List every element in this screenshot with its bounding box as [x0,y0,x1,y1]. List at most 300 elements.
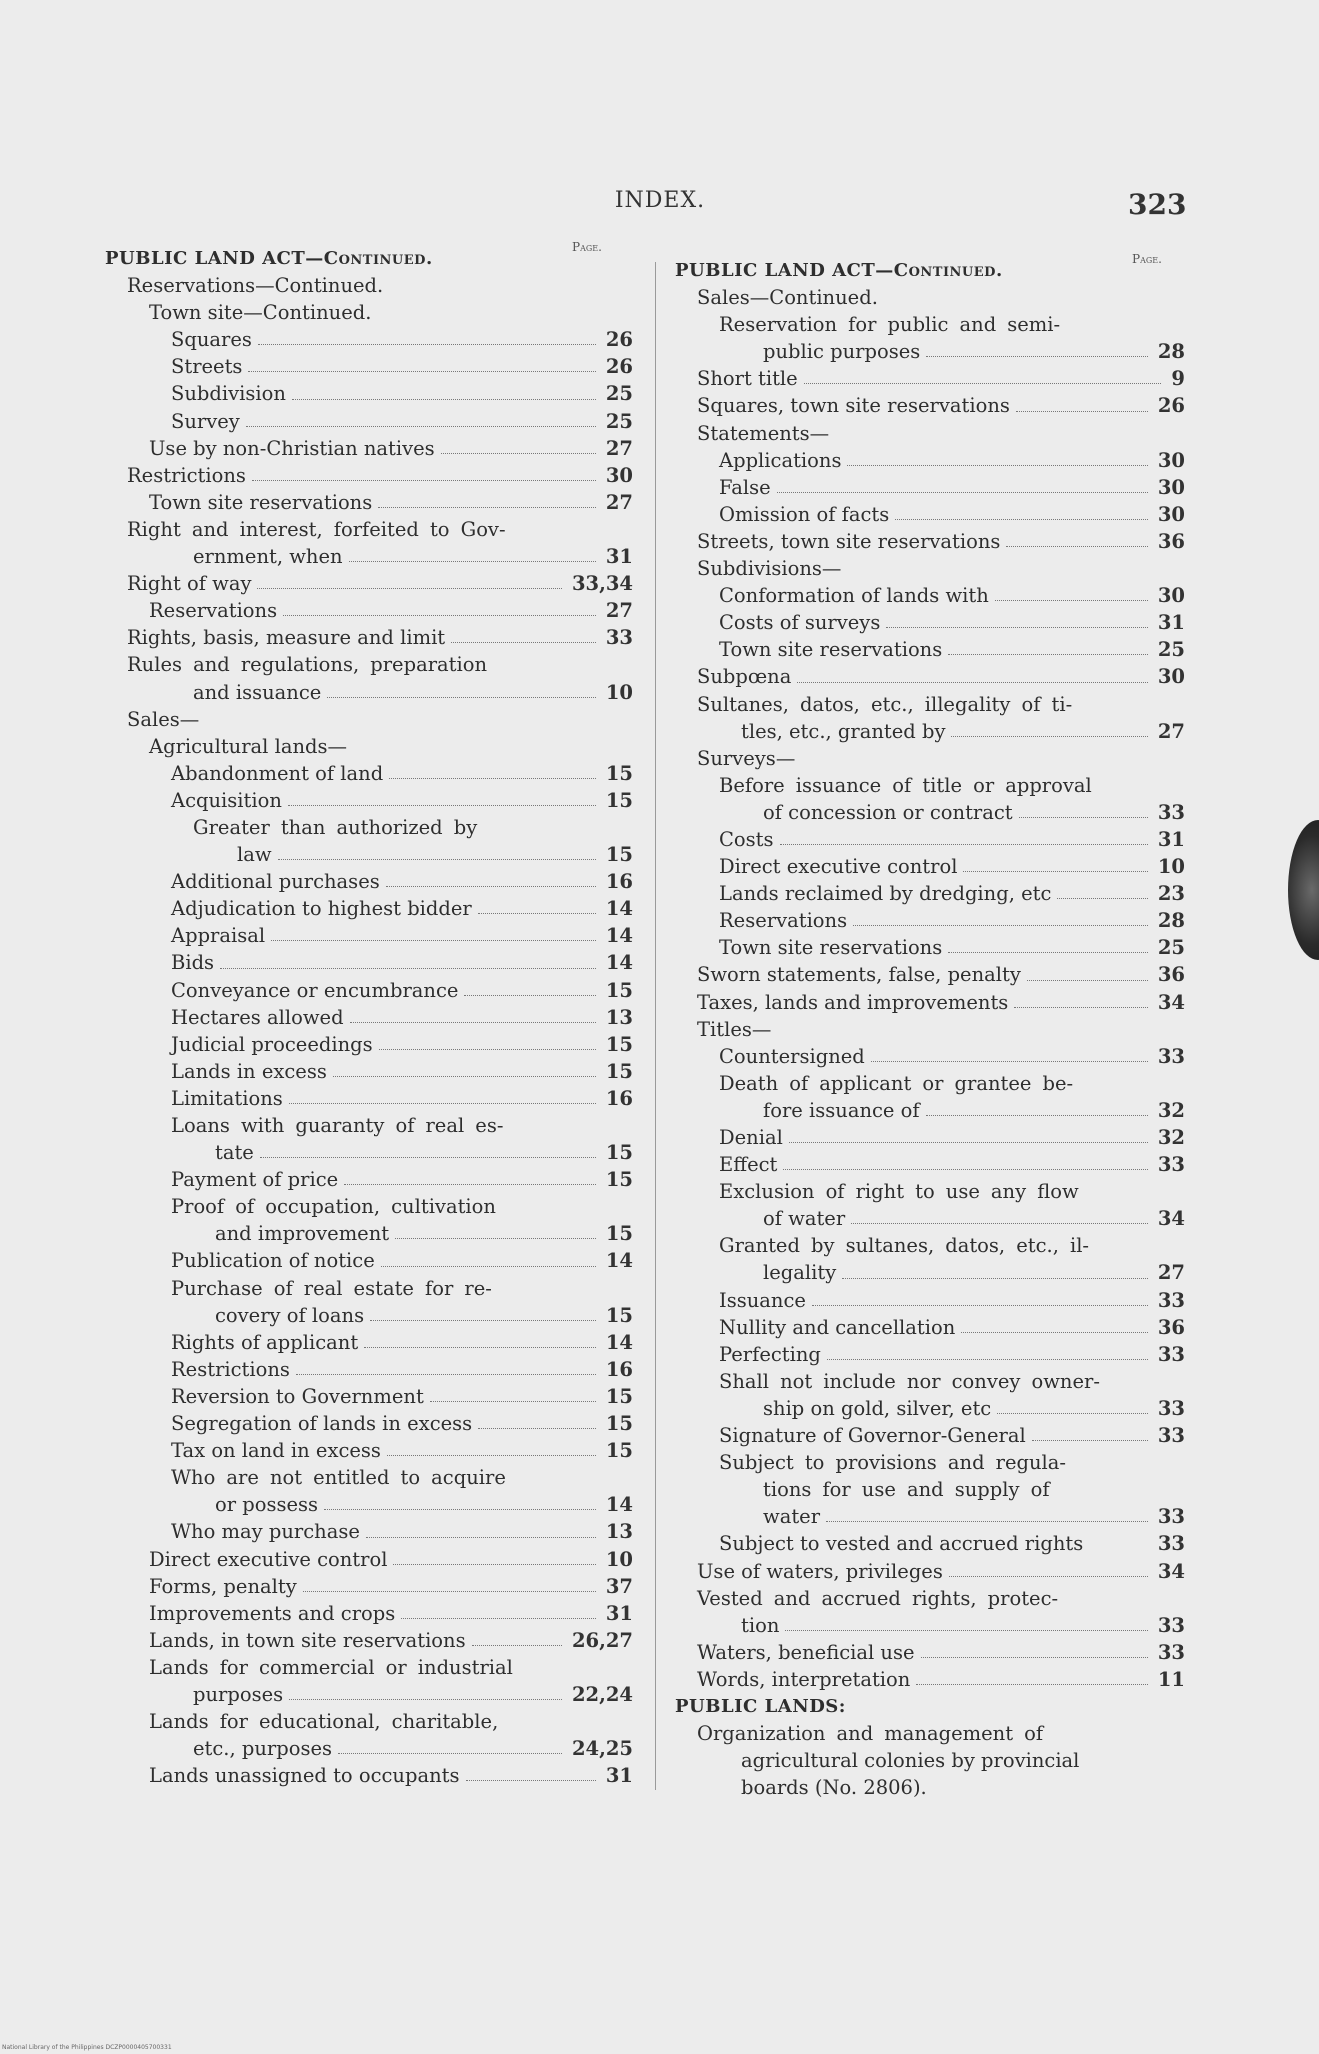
index-entry-text: Nullity and cancellation [719,1315,956,1339]
index-entry-page: 27 [1157,719,1185,743]
index-entry [105,1627,633,1654]
dot-leader [350,1022,596,1023]
index-entry-text: Lands in excess [171,1059,327,1083]
index-entry [105,841,633,868]
index-entry-page: 15 [605,1412,633,1436]
index-entry-page: 10 [605,680,633,704]
dot-leader [333,1076,596,1077]
index-entry-page: 33 [1157,1288,1185,1312]
index-entry-page: 15 [605,1059,633,1083]
index-entry [675,826,1185,853]
index-entry-text: Costs of surveys [719,611,881,635]
index-entry-page: 15 [605,1303,633,1327]
index-entry [675,1043,1185,1070]
index-entry [675,257,1185,284]
index-entry-page: 14 [605,1493,633,1517]
index-entry [675,853,1185,880]
dot-leader [797,682,1148,683]
index-entry-page: 28 [1157,340,1185,364]
index-column-left [105,245,633,1789]
index-entry-text: public purposes [763,340,921,364]
dot-leader [785,1630,1148,1631]
index-entry-page: 13 [605,1520,633,1544]
index-entry-text: Direct executive control [719,855,958,879]
index-entry-page: 15 [605,1222,633,1246]
dot-leader [344,1184,596,1185]
index-entry [675,1449,1185,1476]
index-entry-text: Signature of Governor-General [719,1424,1026,1448]
dot-leader [895,519,1148,520]
index-entry-text: Payment of price [171,1168,339,1192]
index-entry-page: 34 [1157,1559,1185,1583]
index-entry-text: Restrictions [127,463,246,487]
index-entry [105,272,633,299]
dot-leader [1057,898,1148,899]
index-entry [675,1124,1185,1151]
index-entry-text: Reservations—Continued. [127,274,384,298]
binding-clip-shadow [1288,820,1319,960]
index-entry-text: Restrictions [171,1357,290,1381]
dot-leader [395,1238,596,1239]
index-entry-text: Acquisition [171,788,282,812]
index-entry-page: 15 [605,761,633,785]
dot-leader [451,642,596,643]
index-entry-text: Effect [719,1153,778,1177]
index-entry-text: Conveyance or encumbrance [171,978,459,1002]
index-entry-text: Agricultural lands— [149,734,348,758]
index-entry-text: Subject to provisions and regula- [719,1451,1066,1475]
index-entry [675,1368,1185,1395]
index-entry-text: Titles— [697,1017,772,1041]
index-entry-page: 32 [1157,1098,1185,1122]
index-entry [105,977,633,1004]
index-entry-page: 30 [1157,448,1185,472]
dot-leader [271,940,596,941]
dot-leader [826,1521,1148,1522]
dot-leader [1016,411,1148,412]
index-entry [105,624,633,651]
column-divider [655,262,656,1790]
index-entry [675,1774,1185,1801]
index-entry [105,1600,633,1627]
index-entry [105,1410,633,1437]
index-entry [675,1639,1185,1666]
index-entry [675,691,1185,718]
index-entry-page: 13 [605,1005,633,1029]
index-entry [675,501,1185,528]
dot-leader [292,399,596,400]
index-entry-text: PUBLIC LAND ACT—Continued. [675,260,1003,281]
index-entry [105,299,633,326]
dot-leader [260,1157,596,1158]
index-entry [675,338,1185,365]
index-entry-text: Adjudication to highest bidder [171,897,472,921]
index-entry-text: Countersigned [719,1044,865,1068]
dot-leader [349,561,596,562]
index-entry-text: Publication of notice [171,1249,375,1273]
index-entry-page: 26 [605,355,633,379]
index-entry-text: Who may purchase [171,1520,360,1544]
library-stamp: National Library of the Philippines DCZP0000405700331 [2,2044,172,2051]
index-entry [105,1247,633,1274]
dot-leader [853,925,1148,926]
dot-leader [871,1061,1148,1062]
index-entry-text: Applications [719,448,842,472]
index-entry-text: Additional purchases [171,870,380,894]
dot-leader [288,805,596,806]
index-entry-page: 16 [605,1357,633,1381]
index-entry-text: Improvements and crops [149,1601,396,1625]
index-entry-text: Appraisal [171,924,266,948]
index-entry [105,1356,633,1383]
index-entry [675,420,1185,447]
index-entry [105,1004,633,1031]
index-entry [105,651,633,678]
index-entry [105,1329,633,1356]
index-entry [675,1341,1185,1368]
index-entry [675,1070,1185,1097]
dot-leader [961,1332,1148,1333]
dot-leader [478,1428,596,1429]
dot-leader [327,697,596,698]
index-entry-page: 30 [1157,665,1185,689]
index-entry-page: 33 [605,626,633,650]
index-entry [675,1503,1185,1530]
index-entry [105,1275,633,1302]
index-entry [675,718,1185,745]
index-entry [105,380,633,407]
dot-leader [777,492,1148,493]
index-entry-text: Forms, penalty [149,1574,297,1598]
index-entry-page: 26,27 [571,1628,633,1652]
index-entry [675,1720,1185,1747]
index-entry-text: Denial [719,1126,783,1149]
index-entry-text: Words, interpretation [697,1667,911,1691]
index-entry-page: 24,25 [571,1737,633,1761]
dot-leader [997,1413,1148,1414]
index-entry-page: 33 [1157,1505,1185,1529]
index-entry-text: Rules and regulations, preparation [127,653,488,677]
dot-leader [258,344,596,345]
dot-leader [789,1142,1148,1143]
index-entry [105,462,633,489]
index-entry [675,934,1185,961]
dot-leader [478,913,596,914]
index-entry-text: Issuance [719,1288,806,1312]
index-entry-text: Segregation of lands in excess [171,1412,473,1436]
index-entry [105,1681,633,1708]
dot-leader [812,1305,1148,1306]
index-entry-page: 30 [1157,502,1185,526]
dot-leader [847,465,1148,466]
index-entry-page: 30 [1157,475,1185,499]
index-entry-text: or possess [215,1493,319,1517]
index-entry-text: Short title [697,367,798,391]
index-entry-text: ernment, when [193,545,343,569]
dot-leader [948,654,1148,655]
index-entry-text: Squares [171,328,252,352]
dot-leader [389,778,596,779]
index-entry-text: of concession or contract [763,800,1013,824]
dot-leader [780,844,1148,845]
index-entry [105,1518,633,1545]
index-entry-page: 15 [605,1384,633,1408]
index-entry-text: law [237,843,272,867]
index-entry [675,907,1185,934]
index-entry-text: Subpœna [697,665,792,689]
index-entry-page: 10 [1157,855,1185,879]
dot-leader [220,968,596,969]
index-entry [105,1654,633,1681]
index-entry-page: 14 [605,1249,633,1273]
index-entry [105,597,633,624]
index-entry-page: 25 [1157,936,1185,960]
index-entry-page: 31 [1157,827,1185,851]
index-entry-text: tion [741,1613,780,1637]
index-entry [675,961,1185,988]
index-entry-text: Reservations [719,909,848,933]
dot-leader [804,383,1161,384]
index-entry [675,745,1185,772]
index-entry [105,706,633,733]
index-entry-page: 15 [605,978,633,1002]
index-entry [105,814,633,841]
index-entry [675,1585,1185,1612]
index-entry-text: Town site reservations [719,936,943,960]
index-entry-text: Right of way [127,572,252,596]
index-entry-text: Vested and accrued rights, protec- [697,1586,1059,1610]
dot-leader [827,1359,1148,1360]
page-column-label-right: Page. [1132,252,1162,266]
index-entry [105,516,633,543]
index-entry-text: Right and interest, forfeited to Gov- [127,517,506,541]
index-entry-text: Conformation of lands with [719,584,989,608]
index-entry [675,1422,1185,1449]
index-entry-page: 36 [1157,1315,1185,1339]
index-entry-text: Surveys— [697,746,796,770]
index-entry [105,1220,633,1247]
index-entry-text: Judicial proceedings [171,1032,373,1056]
index-entry [105,787,633,814]
index-entry-page: 15 [605,1032,633,1056]
index-entry-text: Survey [171,409,240,433]
index-entry-text: boards (No. 2806). [741,1776,927,1800]
index-entry-text: Sworn statements, false, penalty [697,963,1021,987]
index-entry-text: Exclusion of right to use any flow [719,1180,1079,1204]
index-entry-page: 37 [605,1574,633,1598]
dot-leader [246,426,596,427]
index-entry-text: Rights, basis, measure and limit [127,626,446,650]
index-entry-text: Squares, town site reservations [697,394,1010,418]
dot-leader [430,1401,596,1402]
index-entry [105,543,633,570]
index-entry-page: 31 [605,545,633,569]
index-entry [675,474,1185,501]
index-entry [675,582,1185,609]
dot-leader [324,1509,596,1510]
dot-leader [257,588,562,589]
index-entry [675,1178,1185,1205]
dot-leader [1032,1440,1148,1441]
dot-leader [886,627,1148,628]
index-entry-text: tions for use and supply of [763,1478,1050,1502]
index-entry [675,1205,1185,1232]
index-entry-page: 10 [605,1547,633,1571]
index-entry [675,1666,1185,1693]
index-entry-text: Purchase of real estate for re- [171,1276,492,1300]
index-entry [105,733,633,760]
index-entry-page: 33 [1157,1044,1185,1068]
dot-leader [926,1115,1148,1116]
dot-leader [386,886,596,887]
index-entry-text: water [763,1505,821,1529]
index-entry-page: 15 [605,788,633,812]
index-entry [675,1259,1185,1286]
index-entry-text: covery of loans [215,1303,365,1327]
index-entry [675,1612,1185,1639]
index-entry [675,609,1185,636]
dot-leader [783,1169,1148,1170]
dot-leader [1027,980,1148,981]
dot-leader [464,995,596,996]
index-entry-page: 25 [1157,638,1185,662]
index-entry-page: 33 [1157,1532,1185,1556]
index-entry-page: 16 [605,870,633,894]
index-entry-text: PUBLIC LAND ACT—Continued. [105,248,433,269]
index-entry-text: Subdivisions— [697,557,842,581]
index-entry-text: Reservations [149,599,278,623]
index-entry-text: Hectares allowed [171,1005,344,1029]
index-entry-text: Lands for commercial or industrial [149,1655,513,1679]
dot-leader [466,1780,596,1781]
index-entry [675,799,1185,826]
dot-leader [472,1645,562,1646]
dot-leader [379,1049,596,1050]
dot-leader [296,1374,596,1375]
dot-leader [381,1266,596,1267]
index-entry [105,570,633,597]
index-entry-page: 26 [1157,394,1185,418]
dot-leader [283,615,596,616]
index-entry-page: 25 [605,382,633,406]
dot-leader [949,1576,1148,1577]
index-entry [675,1232,1185,1259]
dot-leader [916,1684,1148,1685]
index-entry-text: Shall not include nor convey owner- [719,1369,1100,1393]
index-entry-text: agricultural colonies by provincial [741,1749,1080,1773]
index-entry-page: 15 [605,1168,633,1192]
index-entry-text: Sultanes, datos, etc., illegality of ti- [697,692,1073,716]
index-entry-text: Taxes, lands and improvements [697,990,1009,1014]
index-entry-page: 27 [605,599,633,623]
index-entry-text: Abandonment of land [171,761,384,785]
index-entry [675,663,1185,690]
dot-leader [926,356,1148,357]
index-entry [105,1383,633,1410]
index-entry-text: Tax on land in excess [171,1439,381,1463]
index-entry-text: Lands unassigned to occupants [149,1764,460,1788]
index-entry-page: 14 [605,1330,633,1354]
index-entry-text: Who are not entitled to acquire [171,1466,506,1490]
index-entry-text: Bids [171,951,215,975]
index-entry-text: and improvement [215,1222,390,1246]
index-entry-text: Lands reclaimed by dredging, etc [719,882,1052,906]
index-entry [105,1112,633,1139]
index-entry-text: PUBLIC LANDS: [675,1695,846,1717]
index-entry [675,555,1185,582]
index-entry-page: 33 [1157,1613,1185,1637]
dot-leader [338,1753,562,1754]
index-entry-text: of water [763,1207,846,1231]
index-entry [105,408,633,435]
index-entry [675,1558,1185,1585]
index-entry-text: Perfecting [719,1342,821,1366]
index-entry [105,1302,633,1329]
index-entry-text: Use of waters, privileges [697,1559,943,1583]
index-entry-text: Sales—Continued. [697,286,878,310]
index-entry-page: 33 [1157,1153,1185,1177]
index-entry [105,1491,633,1518]
index-entry [675,1747,1185,1774]
index-entry-text: Lands for educational, charitable, [149,1710,499,1734]
index-entry-page: 31 [605,1764,633,1788]
index-entry [675,1530,1185,1557]
index-entry-text: Loans with guaranty of real es- [171,1114,504,1137]
index-entry-page: 33 [1157,1342,1185,1366]
index-entry [675,1016,1185,1043]
index-entry [105,489,633,516]
index-entry-text: False [719,475,771,499]
index-entry-text: tles, etc., granted by [741,719,946,743]
index-entry-text: Granted by sultanes, datos, etc., il- [719,1234,1090,1258]
index-entry-text: Direct executive control [149,1547,388,1571]
index-entry-page: 14 [605,924,633,948]
index-entry-page: 34 [1157,990,1185,1014]
index-entry [105,1193,633,1220]
index-entry-text: Greater than authorized by [193,815,478,839]
index-entry [675,1314,1185,1341]
page-number: 323 [1128,188,1187,221]
dot-leader [289,1699,562,1700]
index-entry-page: 16 [605,1086,633,1110]
index-entry-page: 22,24 [571,1682,633,1706]
index-entry-page: 32 [1157,1126,1185,1149]
index-entry-text: etc., purposes [193,1737,333,1761]
index-entry-text: Death of applicant or grantee be- [719,1071,1074,1095]
index-entry [675,311,1185,338]
index-entry-page: 33 [1157,1396,1185,1420]
index-entry [105,1735,633,1762]
index-entry-text: Lands, in town site reservations [149,1628,466,1652]
index-entry [675,1395,1185,1422]
index-entry [105,868,633,895]
index-entry [105,895,633,922]
index-entry-text: Streets [171,355,243,379]
index-entry-text: Statements— [697,421,830,445]
index-entry-text: Omission of facts [719,502,890,526]
index-entry-text: legality [763,1261,837,1285]
index-entry [105,1762,633,1789]
index-entry-page: 15 [605,1439,633,1463]
dot-leader [364,1347,596,1348]
dot-leader [303,1591,596,1592]
index-entry-page: 28 [1157,909,1185,933]
dot-leader [248,371,596,372]
index-entry-page: 30 [605,463,633,487]
index-entry-text: purposes [193,1682,284,1706]
index-entry-text: Sales— [127,707,200,731]
index-entry-page: 11 [1157,1667,1185,1691]
